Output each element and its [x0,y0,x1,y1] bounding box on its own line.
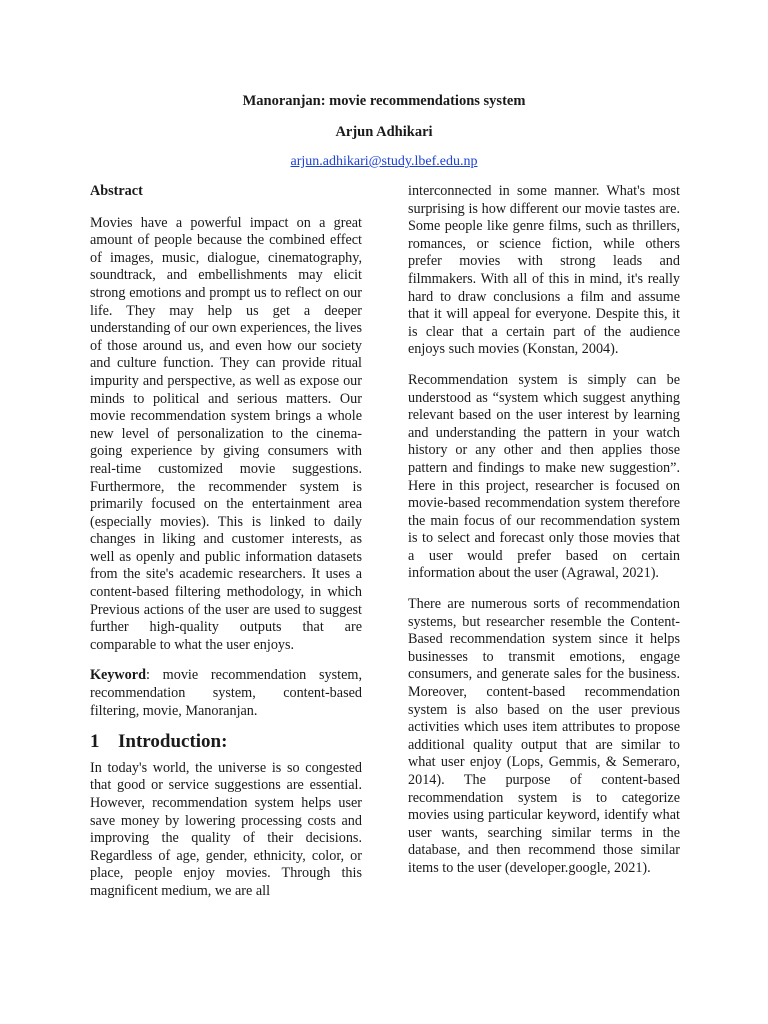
keyword-label: Keyword [90,667,146,684]
introduction-paragraph-1: In today's world, the universe is so congested that good or service suggestions are essential. However, recommendation system helps user save money by lowering processing costs and improving the quality of their decisions. Regardless of age, gender, ethnicity, color, or place, people enjoy movies. Through this magnificent medium, we are all [90,759,362,899]
section-number: 1 [90,731,100,753]
section-title: Introduction: [118,731,228,753]
introduction-paragraph-3: There are numerous sorts of recommendation systems, but researcher resemble the Content-Based recommendation system since it helps businesses to transmit emotions, engage consumers, and generate sales for the business. Moreover, content-based recommendation system is also based on the user previous activities which uses item attributes to propose additional quality output that are similar to what user enjoy (Lops, Gemmis, & Semeraro, 2014). The purpose of content-based recommendation system is to categorize movies using particular keyword, identify what user wants, searching similar terms in the database, and then recommend those similar items to the user (developer.google, 2021). [408,596,680,876]
introduction-paragraph-1-continued: interconnected in some manner. What's most surprising is how different our movie tastes are. Some people like genre films, such as thrillers, romances, or science fiction, while others prefer movies with strong leads and filmmakers. With all of this in mind, it's really hard to draw conclusions a film and assume that it will appeal for everyone. Despite this, it is clear that a certain part of the audience enjoys such movies (Konstan, 2004). [408,183,680,358]
paper-title: Manoranjan: movie recommendations system [242,93,526,109]
abstract-text: Movies have a powerful impact on a great amount of people because the combined effect of images, music, dialogue, cinematography, soundtrack, and embellishments may elicit strong emotions and prompt us to reflect on our life. They may help us get a deeper understanding of our own experiences, the lives of those around us, and even how our society and culture function. They can provide ritual impurity and perspective, as well as expose our minds to political and serious matters. Our movie recommendation system brings a whole new level of personalization to the cinema-going experience by giving consumers with real-time customized movie suggestions. Furthermore, the recommender system is primarily focused on the entertainment area (especially movies). This is linked to daily changes in liking and customer interests, as well as openly and public information datasets from the site's academic researchers. It uses a content-based filtering methodology, in which Previous actions of the user are used to suggest further high-quality outputs that are comparable to what the user enjoys. [90,214,362,653]
keyword-paragraph [90,667,362,720]
author-name: Arjun Adhikari [335,124,433,140]
introduction-paragraph-2: Recommendation system is simply can be understood as “system which suggest anything relevant based on the user interest by learning and understanding the pattern in your watch history or any other and then applies those pattern and findings to make new suggestion”. Here in this project, researcher is focused on movie-based recommendation system therefore the main focus of our recommendation system is to select and forecast only those movies that a user would prefer based on certain information about the user (Agrawal, 2021). [408,371,680,582]
abstract-heading: Abstract [90,183,143,199]
keyword-text: : movie recommendation system, recommendation system, content-based filtering, movie, Manoranjan. [90,667,362,719]
section-heading-introduction [90,733,362,751]
right-column [408,183,680,891]
left-column [90,183,362,914]
author-email-link[interactable]: arjun.adhikari@study.lbef.edu.np [290,154,478,169]
